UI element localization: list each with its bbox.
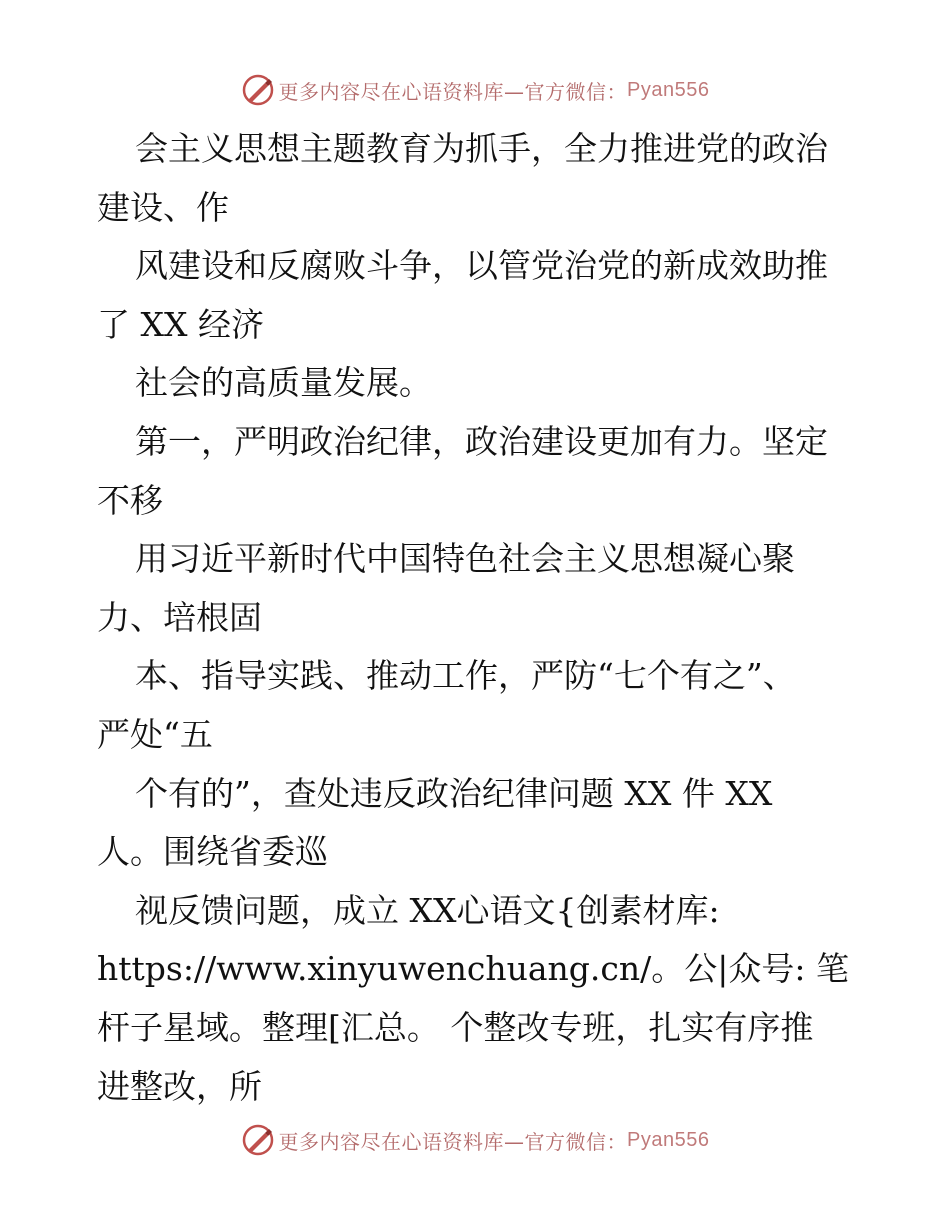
text-line-url: https://www.xinyuwenchuang.cn/。公|众号: 笔 <box>97 949 849 989</box>
text-line: 了 XX 经济 <box>97 304 264 344</box>
text-line: 建设、作 <box>97 187 229 227</box>
document-body <box>97 120 857 1116</box>
text-line: 视反馈问题，成立 XX心语文{创素材库: <box>135 890 720 930</box>
text-line: 杆子星域。整理[汇总。 个整改专班，扎实有序推 <box>97 1007 814 1047</box>
watermark-text: 更多内容尽在心语资料库—官方微信： <box>278 79 628 104</box>
text-line: 不移 <box>97 480 163 520</box>
pen-logo-icon <box>241 1123 275 1157</box>
watermark-wechat-id: Pyan556 <box>627 78 710 101</box>
header-watermark <box>0 70 950 110</box>
text-line: 第一，严明政治纪律，政治建设更加有力。坚定 <box>135 421 828 461</box>
watermark-wechat-id: Pyan556 <box>627 1128 710 1151</box>
text-line: 风建设和反腐败斗争，以管党治党的新成效助推 <box>135 246 828 286</box>
text-line: 用习近平新时代中国特色社会主义思想凝心聚 <box>135 539 795 579</box>
text-line: 社会的高质量发展。 <box>135 363 432 403</box>
watermark-text: 更多内容尽在心语资料库—官方微信： <box>278 1129 628 1154</box>
footer-watermark <box>0 1120 950 1160</box>
text-line: 进整改，所 <box>97 1066 262 1106</box>
text-line: 会主义思想主题教育为抓手，全力推进党的政治 <box>135 129 828 168</box>
text-line: 严处“五 <box>97 714 213 754</box>
text-line: 个有的”，查处违反政治纪律问题 XX 件 XX <box>135 773 773 813</box>
text-line: 本、指导实践、推动工作，严防“七个有之”、 <box>135 656 796 696</box>
text-line: 力、培根固 <box>97 597 262 637</box>
pen-logo-icon <box>241 73 275 107</box>
text-line: 人。围绕省委巡 <box>97 832 328 872</box>
